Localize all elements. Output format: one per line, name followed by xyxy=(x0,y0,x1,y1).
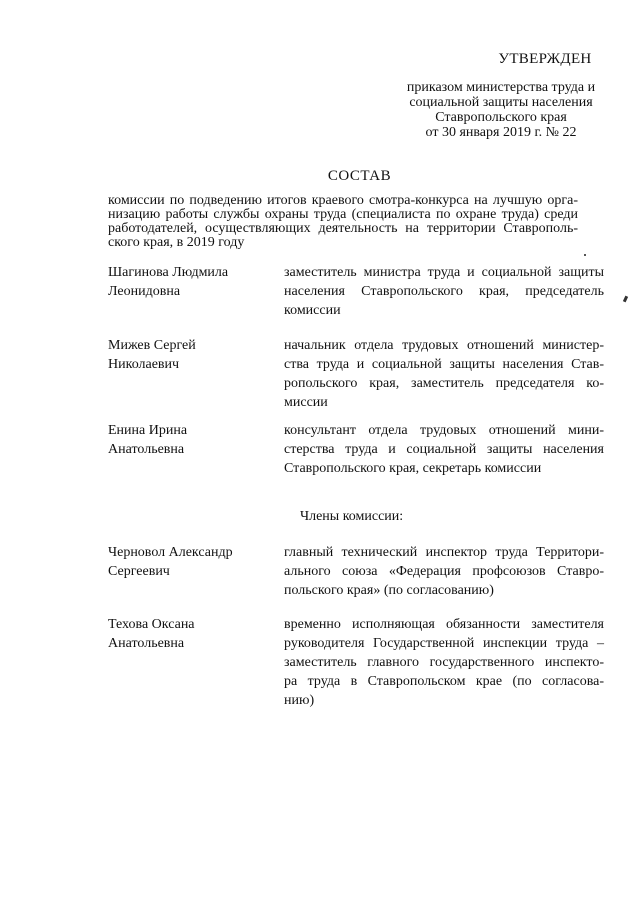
name-line: Анатольевна xyxy=(108,636,185,651)
role-line: заместитель главного государственного инспекто- xyxy=(284,655,604,670)
name-line: Черновол Александр xyxy=(108,545,233,560)
member-name xyxy=(108,421,273,459)
scan-artifact-dot xyxy=(584,254,586,256)
approval-line: от 30 января 2019 г. № 22 xyxy=(425,125,577,140)
name-line: Мижев Сергей xyxy=(108,338,196,353)
role-line: начальник отдела трудовых отношений министер- xyxy=(284,338,604,353)
role-line: комиссии xyxy=(284,303,341,318)
approval-line: приказом министерства труда и xyxy=(406,80,596,95)
approval-line: социальной защиты населения xyxy=(409,95,593,110)
name-line: Леонидовна xyxy=(108,284,181,299)
role-line: консультант отдела трудовых отношений мини- xyxy=(284,423,604,438)
member-role xyxy=(284,421,604,478)
members-heading: Члены комиссии: xyxy=(300,509,404,524)
member-name xyxy=(108,263,273,301)
role-line: польского края» (по согласованию) xyxy=(284,583,494,598)
document-title: СОСТАВ xyxy=(327,168,392,184)
role-line: миссии xyxy=(284,395,328,410)
approval-line: Ставропольского края xyxy=(435,110,567,125)
subtitle-line: работодателей, осуществляющих деятельность на территории Ставрополь- xyxy=(108,221,578,236)
role-line: нию) xyxy=(284,693,315,708)
subtitle-line: низацию работы службы охраны труда (специалиста по охране труда) среди xyxy=(108,207,578,222)
name-line: Шагинова Людмила xyxy=(108,265,229,280)
role-line: главный технический инспектор труда Территори- xyxy=(284,545,604,560)
role-line: ства труда и социальной защиты населения Став- xyxy=(284,357,604,372)
document-subtitle xyxy=(108,194,578,250)
approval-stamp-block xyxy=(385,52,617,140)
name-line: Николаевич xyxy=(108,357,180,372)
role-line: ра труда в Ставропольском крае (по согласова- xyxy=(284,674,604,689)
member-name xyxy=(108,543,273,581)
role-line: населения Ставропольского края, председатель xyxy=(284,284,604,299)
role-line: ропольского края, заместитель председателя ко- xyxy=(284,376,604,391)
name-line: Енина Ирина xyxy=(108,423,188,438)
name-line: Анатольевна xyxy=(108,442,185,457)
name-line: Техова Оксана xyxy=(108,617,195,632)
member-name xyxy=(108,615,273,653)
role-line: Ставропольского края, секретарь комиссии xyxy=(284,461,542,476)
name-line: Сергеевич xyxy=(108,564,170,579)
member-role xyxy=(284,543,604,600)
member-name xyxy=(108,336,273,374)
member-role xyxy=(284,336,604,412)
member-role xyxy=(284,263,604,320)
role-line: стерства труда и социальной защиты населения xyxy=(284,442,604,457)
approval-title: УТВЕРЖДЕН xyxy=(498,51,592,67)
scan-artifact-mark xyxy=(623,296,628,303)
member-role xyxy=(284,615,604,710)
role-line: временно исполняющая обязанности заместителя xyxy=(284,617,604,632)
role-line: заместитель министра труда и социальной защиты xyxy=(284,265,604,280)
subtitle-line: комиссии по подведению итогов краевого смотра-конкурса на лучшую орга- xyxy=(108,193,578,208)
subtitle-line: ского края, в 2019 году xyxy=(108,235,245,250)
role-line: ального союза «Федерация профсоюзов Ставро- xyxy=(284,564,604,579)
role-line: руководителя Государственной инспекции труда – xyxy=(284,636,604,651)
